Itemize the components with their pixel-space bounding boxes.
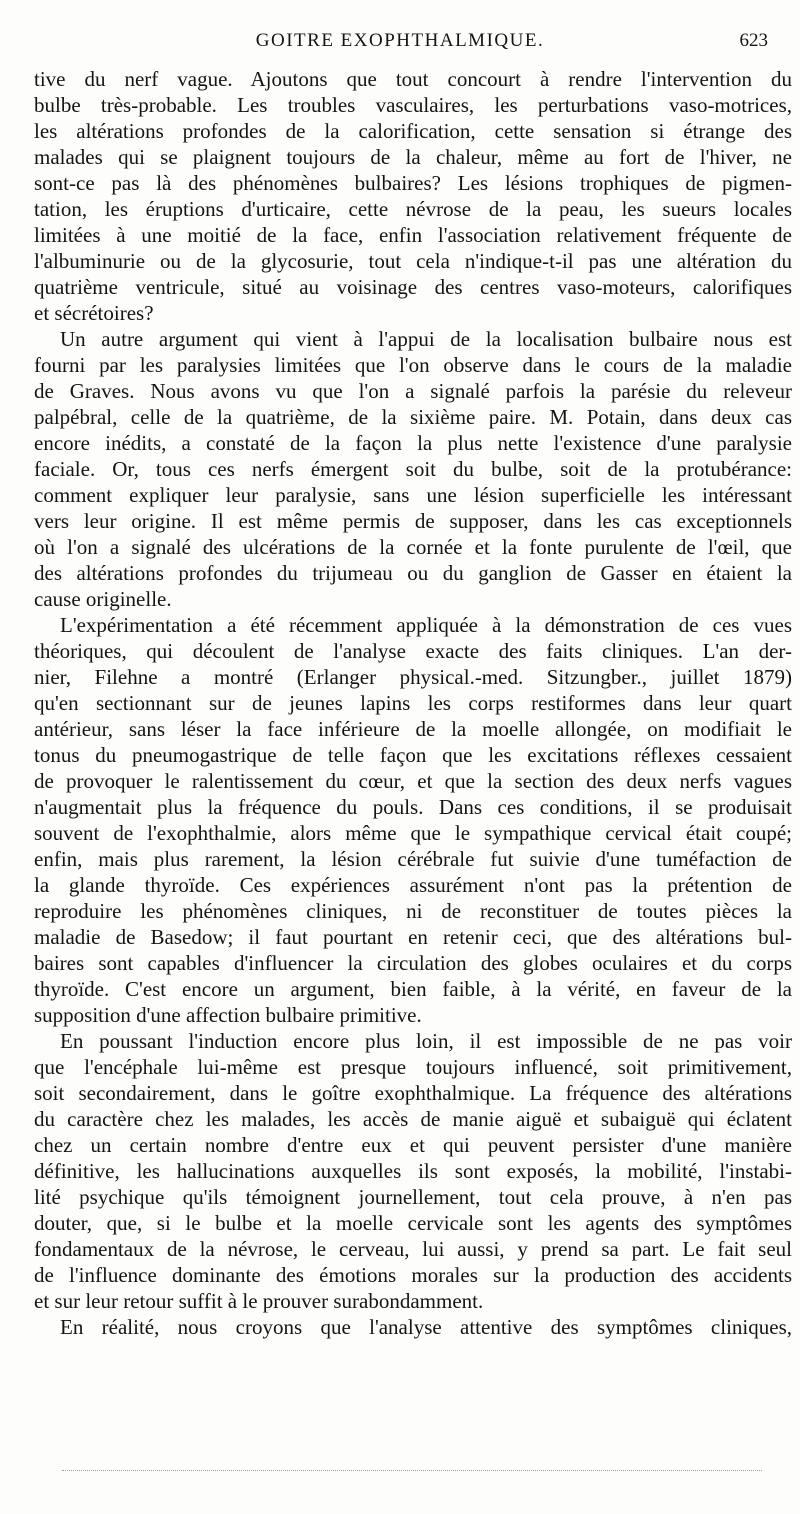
text-line: palpébral, celle de la quatrième, de la sixième paire. M. Potain, dans deux cas bbox=[34, 405, 792, 429]
text-line: l'albuminurie ou de la glycosurie, tout cela n'indique-t-il pas une altération du bbox=[34, 249, 792, 273]
paragraph bbox=[34, 1028, 792, 1314]
text-line: vers leur origine. Il est même permis de supposer, dans les cas exceptionnels bbox=[34, 509, 792, 533]
text-line: malades qui se plaignent toujours de la chaleur, même au fort de l'hiver, ne bbox=[34, 145, 792, 169]
text-line: souvent de l'exophthalmie, alors même que le sympathique cervical était coupé; bbox=[34, 821, 792, 845]
paragraph bbox=[34, 326, 792, 612]
running-header bbox=[30, 30, 770, 58]
text-line: tonus du pneumogastrique de telle façon que les excitations réflexes cessaient bbox=[34, 743, 792, 767]
text-line: cause originelle. bbox=[34, 587, 172, 611]
text-line: comment expliquer leur paralysie, sans une lésion superficielle les intéressant bbox=[34, 483, 792, 507]
text-line: fondamentaux de la névrose, le cerveau, lui aussi, y prend sa part. Le fait seul bbox=[34, 1237, 792, 1261]
text-line: bulbe très-probable. Les troubles vasculaires, les perturbations vaso-motrices, bbox=[34, 93, 792, 117]
text-line: de Graves. Nous avons vu que l'on a signalé parfois la parésie du releveur bbox=[34, 379, 792, 403]
text-line: baires sont capables d'influencer la circulation des globes oculaires et du corps bbox=[34, 951, 792, 975]
text-line: et sur leur retour suffit à le prouver surabondamment. bbox=[34, 1289, 484, 1313]
text-line: définitive, les hallucinations auxquelles ils sont exposés, la mobilité, l'instabi- bbox=[34, 1159, 792, 1183]
text-line: soit secondairement, dans le goître exophthalmique. La fréquence des altérations bbox=[34, 1081, 792, 1105]
text-line: chez un certain nombre d'entre eux et qui peuvent persister d'une manière bbox=[34, 1133, 792, 1157]
text-line: et sécrétoires? bbox=[34, 301, 154, 325]
text-line: qu'en sectionnant sur de jeunes lapins les corps restiformes dans leur quart bbox=[34, 691, 792, 715]
text-line: faciale. Or, tous ces nerfs émergent soit du bulbe, soit de la protubérance: bbox=[34, 457, 792, 481]
paragraph bbox=[34, 612, 792, 1028]
text-line: des altérations profondes du trijumeau ou du ganglion de Gasser en étaient la bbox=[34, 561, 792, 585]
text-line: supposition d'une affection bulbaire primitive. bbox=[34, 1003, 422, 1027]
text-line: de l'influence dominante des émotions morales sur la production des accidents bbox=[34, 1263, 792, 1287]
text-line: limitées à une moitié de la face, enfin l'association relativement fréquente de bbox=[34, 223, 792, 247]
text-line: tation, les éruptions d'urticaire, cette névrose de la peau, les sueurs locales bbox=[34, 197, 792, 221]
text-line: En réalité, nous croyons que l'analyse attentive des symptômes cliniques, bbox=[60, 1315, 792, 1339]
footer-dotted-rule bbox=[62, 1470, 762, 1471]
text-line: reproduire les phénomènes cliniques, ni de reconstituer de toutes pièces la bbox=[34, 899, 792, 923]
text-line: maladie de Basedow; il faut pourtant en retenir ceci, que des altérations bul- bbox=[34, 925, 792, 949]
text-line: sont-ce pas là des phénomènes bulbaires? Les lésions trophiques de pigmen- bbox=[34, 171, 792, 195]
page-number: 623 bbox=[739, 30, 768, 51]
text-line: antérieur, sans léser la face inférieure de la moelle allongée, on modifiait le bbox=[34, 717, 792, 741]
text-line: lité psychique qu'ils témoignent journellement, tout cela prouve, à n'en pas bbox=[34, 1185, 792, 1209]
paragraph bbox=[34, 1314, 792, 1340]
text-line: les altérations profondes de la calorification, cette sensation si étrange des bbox=[34, 119, 792, 143]
text-line: enfin, mais plus rarement, la lésion cérébrale fut suivie d'une tuméfaction de bbox=[34, 847, 792, 871]
text-line: En poussant l'induction encore plus loin, il est impossible de ne pas voir bbox=[60, 1029, 792, 1053]
text-line: la glande thyroïde. Ces expériences assurément n'ont pas la prétention de bbox=[34, 873, 792, 897]
text-line: encore inédits, a constaté de la façon la plus nette l'existence d'une paralysie bbox=[34, 431, 792, 455]
text-line: n'augmentait plus la fréquence du pouls. Dans ces conditions, il se produisait bbox=[34, 795, 792, 819]
text-line: L'expérimentation a été récemment appliquée à la démonstration de ces vues bbox=[60, 613, 792, 637]
text-line: théoriques, qui découlent de l'analyse exacte des faits cliniques. L'an der- bbox=[34, 639, 792, 663]
text-line: fourni par les paralysies limitées que l'on observe dans le cours de la maladie bbox=[34, 353, 792, 377]
text-line: tive du nerf vague. Ajoutons que tout concourt à rendre l'intervention du bbox=[34, 67, 792, 91]
text-line: de provoquer le ralentissement du cœur, et que la section des deux nerfs vagues bbox=[34, 769, 792, 793]
text-line: du caractère chez les malades, les accès de manie aiguë et subaiguë qui éclatent bbox=[34, 1107, 792, 1131]
text-line: où l'on a signalé des ulcérations de la cornée et la fonte purulente de l'œil, que bbox=[34, 535, 792, 559]
paragraph bbox=[34, 66, 792, 326]
text-line: douter, que, si le bulbe et la moelle cervicale sont les agents des symptômes bbox=[34, 1211, 792, 1235]
text-line: que l'encéphale lui-même est presque toujours influencé, soit primitivement, bbox=[34, 1055, 792, 1079]
text-line: quatrième ventricule, situé au voisinage des centres vaso-moteurs, calorifiques bbox=[34, 275, 792, 299]
body-text bbox=[34, 66, 792, 1340]
text-line: thyroïde. C'est encore un argument, bien faible, à la vérité, en faveur de la bbox=[34, 977, 792, 1001]
running-title: GOITRE EXOPHTHALMIQUE. bbox=[255, 30, 545, 51]
text-line: nier, Filehne a montré (Erlanger physical.-med. Sitzungber., juillet 1879) bbox=[34, 665, 792, 689]
text-line: Un autre argument qui vient à l'appui de la localisation bulbaire nous est bbox=[60, 327, 792, 351]
